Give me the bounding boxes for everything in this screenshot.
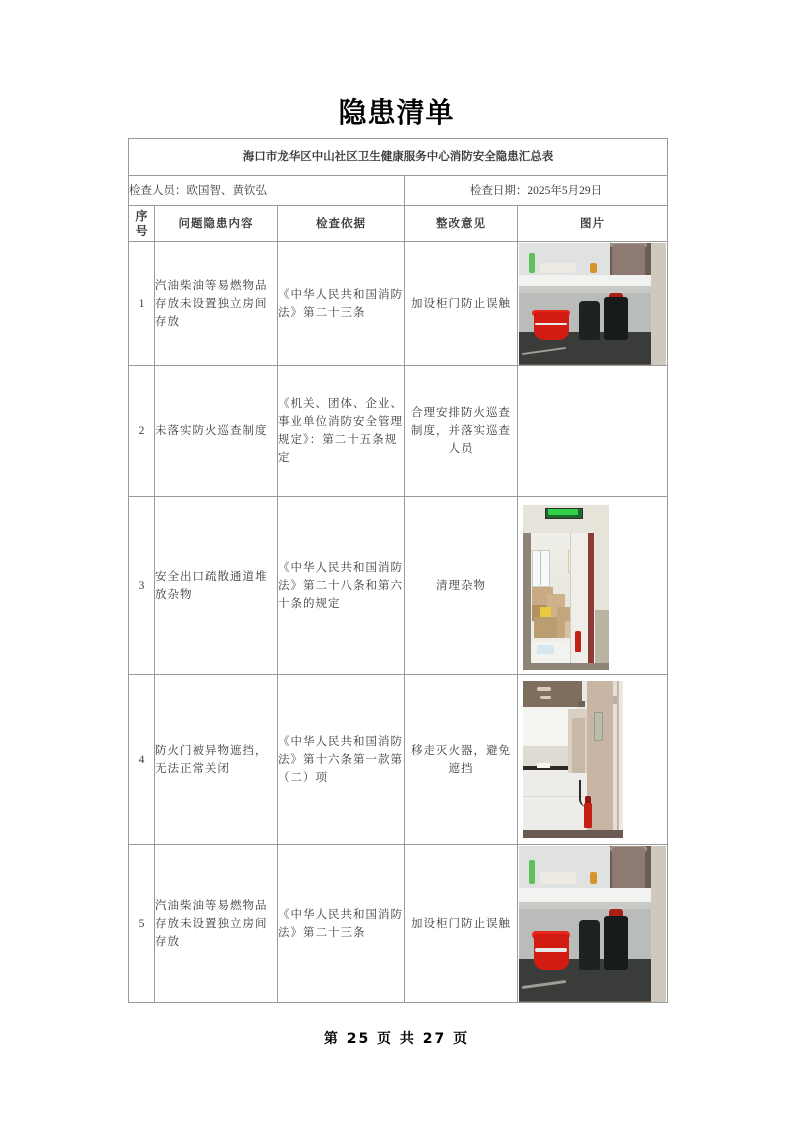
row-basis: 《机关、团体、企业、事业单位消防安全管理规定》：第二十五条规定: [278, 366, 405, 497]
row-photo-cell: [518, 675, 668, 845]
row-issue: 安全出口疏散通道堆放杂物: [155, 497, 278, 675]
column-header-photo: 图片: [518, 206, 668, 242]
row-index: 1: [129, 242, 155, 366]
row-index: 2: [129, 366, 155, 497]
row-fix: 加设柜门防止误触: [405, 242, 518, 366]
hazard-list-table-wrapper: [128, 138, 667, 1003]
row-basis: 《中华人民共和国消防法》第十六条第一款第（二）项: [278, 675, 405, 845]
row-basis: 《中华人民共和国消防法》第二十三条: [278, 845, 405, 1003]
inspection-date-label: 检查日期：2025年5月29日: [405, 176, 668, 206]
table-row: [129, 366, 668, 497]
page-title: 隐患清单: [338, 96, 455, 129]
row-issue: 防火门被异物遮挡，无法正常关闭: [155, 675, 278, 845]
row-fix: 移走灭火器，避免遮挡: [405, 675, 518, 845]
row-photo-cell: [518, 845, 668, 1003]
table-heading-row: [129, 139, 668, 176]
table-column-header-row: [129, 206, 668, 242]
cabinet-flammables-photo: [519, 243, 666, 365]
table-row: [129, 675, 668, 845]
row-fix: 清理杂物: [405, 497, 518, 675]
cabinet-flammables-photo: [519, 846, 666, 1002]
column-header-index-line2: 号: [135, 223, 148, 238]
table-heading: 海口市龙华区中山社区卫生健康服务中心消防安全隐患汇总表: [129, 139, 668, 176]
row-index: 4: [129, 675, 155, 845]
column-header-index: [129, 206, 155, 242]
row-issue: 汽油柴油等易燃物品存放未设置独立房间存放: [155, 242, 278, 366]
fire-door-extinguisher-photo: [519, 676, 666, 844]
row-fix: 合理安排防火巡查制度，并落实巡查人员: [405, 366, 518, 497]
row-issue: 汽油柴油等易燃物品存放未设置独立房间存放: [155, 845, 278, 1003]
row-issue: 未落实防火巡查制度: [155, 366, 278, 497]
row-fix: 加设柜门防止误触: [405, 845, 518, 1003]
table-row: [129, 242, 668, 366]
table-meta-row: [129, 176, 668, 206]
row-photo-cell: [518, 242, 668, 366]
row-index: 3: [129, 497, 155, 675]
table-row: [129, 845, 668, 1003]
row-photo-cell-empty: [518, 366, 668, 497]
exit-blocked-boxes-photo: [519, 498, 666, 674]
column-header-fix: 整改意见: [405, 206, 518, 242]
column-header-issue: 问题隐患内容: [155, 206, 278, 242]
table-row: [129, 497, 668, 675]
row-basis: 《中华人民共和国消防法》第二十八条和第六十条的规定: [278, 497, 405, 675]
column-header-index-line1: 序: [135, 208, 148, 223]
hazard-list-table: [128, 138, 668, 1003]
page-footer: 第 25 页 共 27 页: [323, 1031, 470, 1047]
row-basis: 《中华人民共和国消防法》第二十三条: [278, 242, 405, 366]
row-index: 5: [129, 845, 155, 1003]
column-header-basis: 检查依据: [278, 206, 405, 242]
inspectors-label: 检查人员：欧国智、黄钦弘: [129, 176, 405, 206]
row-photo-cell: [518, 497, 668, 675]
